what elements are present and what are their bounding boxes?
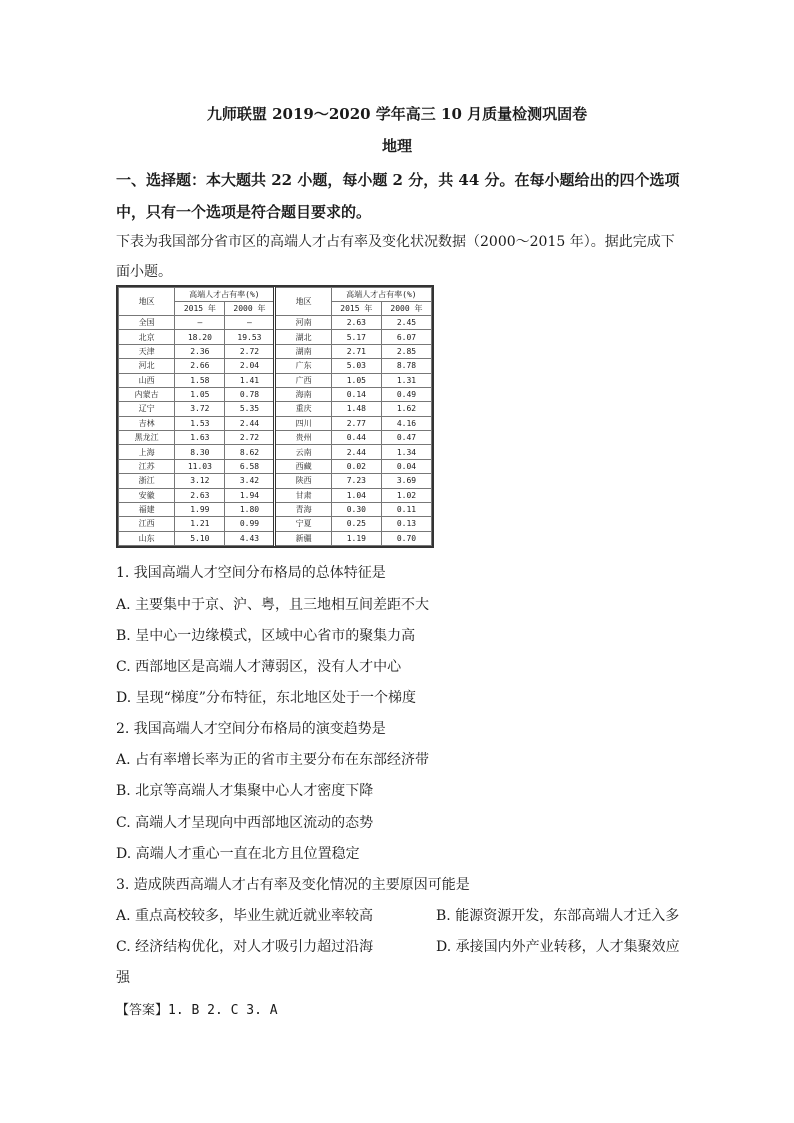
table-header-region: 地区	[275, 288, 331, 316]
table-cell: 3.69	[381, 474, 431, 488]
question-1	[116, 562, 386, 582]
table-cell: 1.31	[381, 373, 431, 387]
table-cell: 吉林	[119, 416, 175, 430]
table-row	[119, 330, 432, 344]
table-cell: 内蒙古	[119, 387, 175, 401]
table-cell: 1.02	[381, 488, 431, 502]
table-row	[119, 445, 432, 459]
table-cell: 2.44	[225, 416, 275, 430]
table-cell: 1.05	[175, 387, 225, 401]
subject-title: 地理	[381, 137, 412, 155]
table-row	[119, 488, 432, 502]
table-cell: —	[175, 316, 225, 330]
table-cell: 河南	[275, 316, 331, 330]
table-row	[119, 531, 432, 545]
table-cell: 2.77	[331, 416, 381, 430]
table-cell: 1.80	[225, 502, 275, 516]
option-1b	[116, 625, 415, 645]
table-cell: 山西	[119, 373, 175, 387]
option-text: 强	[116, 970, 130, 986]
table-row	[119, 359, 432, 373]
table-cell: 2.72	[225, 431, 275, 445]
table-cell: 3.42	[225, 474, 275, 488]
table-cell: 浙江	[119, 474, 175, 488]
option-text: A. 主要集中于京、沪、粤，且三地相互间差距不大	[116, 597, 430, 613]
table-header-year: 2015 年	[175, 302, 225, 316]
option-1c	[116, 656, 401, 676]
table-cell: 1.53	[175, 416, 225, 430]
option-text: C. 西部地区是高端人才薄弱区，没有人才中心	[116, 659, 402, 675]
option-2b	[116, 780, 373, 800]
table-header-year: 2015 年	[331, 302, 381, 316]
page-title: 九师联盟 2019～2020 学年高三 10 月质量检测巩固卷	[206, 105, 588, 123]
table-header-rate: 高端人才占有率(%)	[331, 288, 431, 302]
table-cell: 1.19	[331, 531, 381, 545]
option-3d	[436, 936, 680, 956]
table-cell: 河北	[119, 359, 175, 373]
table-cell: 8.78	[381, 359, 431, 373]
table-cell: 0.02	[331, 459, 381, 473]
table-cell: 3.12	[175, 474, 225, 488]
section-heading: 一、选择题：本大题共 22 小题，每小题 2 分，共 44 分。在每小题给出的四个选项中，只有一个选项是符合题目要求的。	[116, 171, 680, 221]
table-row	[119, 459, 432, 473]
option-text: C. 经济结构优化，对人才吸引力超过沿海	[116, 939, 374, 955]
table-cell: 江苏	[119, 459, 175, 473]
table-cell: 重庆	[275, 402, 331, 416]
table-cell: 8.30	[175, 445, 225, 459]
option-text: A. 占有率增长率为正的省市主要分布在东部经济带	[116, 752, 430, 768]
table-cell: 陕西	[275, 474, 331, 488]
table-cell: 北京	[119, 330, 175, 344]
table-cell: 2.45	[381, 316, 431, 330]
table-cell: 辽宁	[119, 402, 175, 416]
question-stem: 1. 我国高端人才空间分布格局的总体特征是	[116, 565, 386, 581]
table-cell: 1.48	[331, 402, 381, 416]
option-3c	[116, 936, 373, 956]
table-cell: 0.47	[381, 431, 431, 445]
table-cell: 安徽	[119, 488, 175, 502]
table-header-region: 地区	[119, 288, 175, 316]
table-cell: 0.11	[381, 502, 431, 516]
table-cell: 6.58	[225, 459, 275, 473]
table-cell: 8.62	[225, 445, 275, 459]
option-text: D. 呈现“梯度”分布特征，东北地区处于一个梯度	[116, 690, 416, 706]
table-cell: —	[225, 316, 275, 330]
question-3	[116, 874, 470, 894]
talent-rate-table	[116, 285, 434, 548]
table-cell: 0.78	[225, 387, 275, 401]
table-cell: 2.63	[175, 488, 225, 502]
table-cell: 0.13	[381, 517, 431, 531]
table-cell: 19.53	[225, 330, 275, 344]
table-row	[119, 431, 432, 445]
table-cell: 0.49	[381, 387, 431, 401]
table-cell: 2.72	[225, 344, 275, 358]
table-cell: 6.07	[381, 330, 431, 344]
table-cell: 0.44	[331, 431, 381, 445]
table-cell: 1.05	[331, 373, 381, 387]
table-cell: 1.99	[175, 502, 225, 516]
option-text: C. 高端人才呈现向中西部地区流动的态势	[116, 815, 374, 831]
table-row	[119, 387, 432, 401]
table-cell: 广东	[275, 359, 331, 373]
option-2a	[116, 749, 429, 769]
table-cell: 2.66	[175, 359, 225, 373]
table-cell: 5.10	[175, 531, 225, 545]
table-cell: 1.63	[175, 431, 225, 445]
option-2c	[116, 812, 373, 832]
table-cell: 4.43	[225, 531, 275, 545]
table-cell: 0.99	[225, 517, 275, 531]
table-cell: 云南	[275, 445, 331, 459]
table-row	[119, 502, 432, 516]
table-cell: 2.04	[225, 359, 275, 373]
table-cell: 0.25	[331, 517, 381, 531]
table-cell: 新疆	[275, 531, 331, 545]
option-3a	[116, 905, 373, 925]
table-row	[119, 373, 432, 387]
table-row	[119, 474, 432, 488]
table-cell: 全国	[119, 316, 175, 330]
table-cell: 18.20	[175, 330, 225, 344]
table-cell: 1.34	[381, 445, 431, 459]
table-cell: 上海	[119, 445, 175, 459]
intro-paragraph: 下表为我国部分省市区的高端人才占有率及变化状况数据（2000～2015 年）。据此完成下面小题。	[116, 234, 675, 280]
table-cell: 1.62	[381, 402, 431, 416]
table-header-year: 2000 年	[381, 302, 431, 316]
table-cell: 江西	[119, 517, 175, 531]
question-2	[116, 718, 386, 738]
option-1d	[116, 687, 416, 707]
table-cell: 青海	[275, 502, 331, 516]
option-text: B. 能源资源开发，东部高端人才迁入多	[436, 908, 680, 924]
table-header-year: 2000 年	[225, 302, 275, 316]
table-cell: 2.63	[331, 316, 381, 330]
table-row	[119, 416, 432, 430]
table-cell: 西藏	[275, 459, 331, 473]
option-text: A. 重点高校较多，毕业生就近就业率较高	[116, 908, 374, 924]
table-cell: 4.16	[381, 416, 431, 430]
table-cell: 山东	[119, 531, 175, 545]
option-text: B. 北京等高端人才集聚中心人才密度下降	[116, 783, 374, 799]
option-text: B. 呈中心一边缘模式，区域中心省市的聚集力高	[116, 628, 416, 644]
table-cell: 湖北	[275, 330, 331, 344]
table-cell: 5.17	[331, 330, 381, 344]
table-cell: 11.03	[175, 459, 225, 473]
table-cell: 7.23	[331, 474, 381, 488]
question-stem: 3. 造成陕西高端人才占有率及变化情况的主要原因可能是	[116, 877, 470, 893]
option-1a	[116, 594, 429, 614]
table-cell: 2.44	[331, 445, 381, 459]
table-cell: 海南	[275, 387, 331, 401]
table-cell: 贵州	[275, 431, 331, 445]
table-cell: 1.94	[225, 488, 275, 502]
table-cell: 3.72	[175, 402, 225, 416]
table-cell: 0.70	[381, 531, 431, 545]
answer-key: 【答案】1. B 2. C 3. A	[116, 1003, 278, 1018]
table-cell: 1.58	[175, 373, 225, 387]
option-3d-continued	[116, 967, 130, 987]
table-cell: 福建	[119, 502, 175, 516]
table-cell: 2.85	[381, 344, 431, 358]
table-cell: 甘肃	[275, 488, 331, 502]
table-cell: 2.71	[331, 344, 381, 358]
option-text: D. 高端人才重心一直在北方且位置稳定	[116, 846, 360, 862]
table-cell: 5.03	[331, 359, 381, 373]
table-body	[119, 316, 432, 546]
table-cell: 0.14	[331, 387, 381, 401]
table-cell: 广西	[275, 373, 331, 387]
option-text: D. 承接国内外产业转移，人才集聚效应	[436, 939, 680, 955]
table-cell: 天津	[119, 344, 175, 358]
table-cell: 0.30	[331, 502, 381, 516]
table-row	[119, 316, 432, 330]
option-2d	[116, 843, 360, 863]
table-cell: 宁夏	[275, 517, 331, 531]
table-cell: 四川	[275, 416, 331, 430]
table-cell: 0.04	[381, 459, 431, 473]
table-cell: 1.41	[225, 373, 275, 387]
table-row	[119, 402, 432, 416]
table-cell: 湖南	[275, 344, 331, 358]
table-cell: 2.36	[175, 344, 225, 358]
table-cell: 黑龙江	[119, 431, 175, 445]
table-cell: 1.21	[175, 517, 225, 531]
table-cell: 1.04	[331, 488, 381, 502]
table-header-rate: 高端人才占有率(%)	[175, 288, 275, 302]
table-cell: 5.35	[225, 402, 275, 416]
table-row	[119, 344, 432, 358]
option-3b	[436, 905, 679, 925]
question-stem: 2. 我国高端人才空间分布格局的演变趋势是	[116, 721, 386, 737]
table-row	[119, 517, 432, 531]
